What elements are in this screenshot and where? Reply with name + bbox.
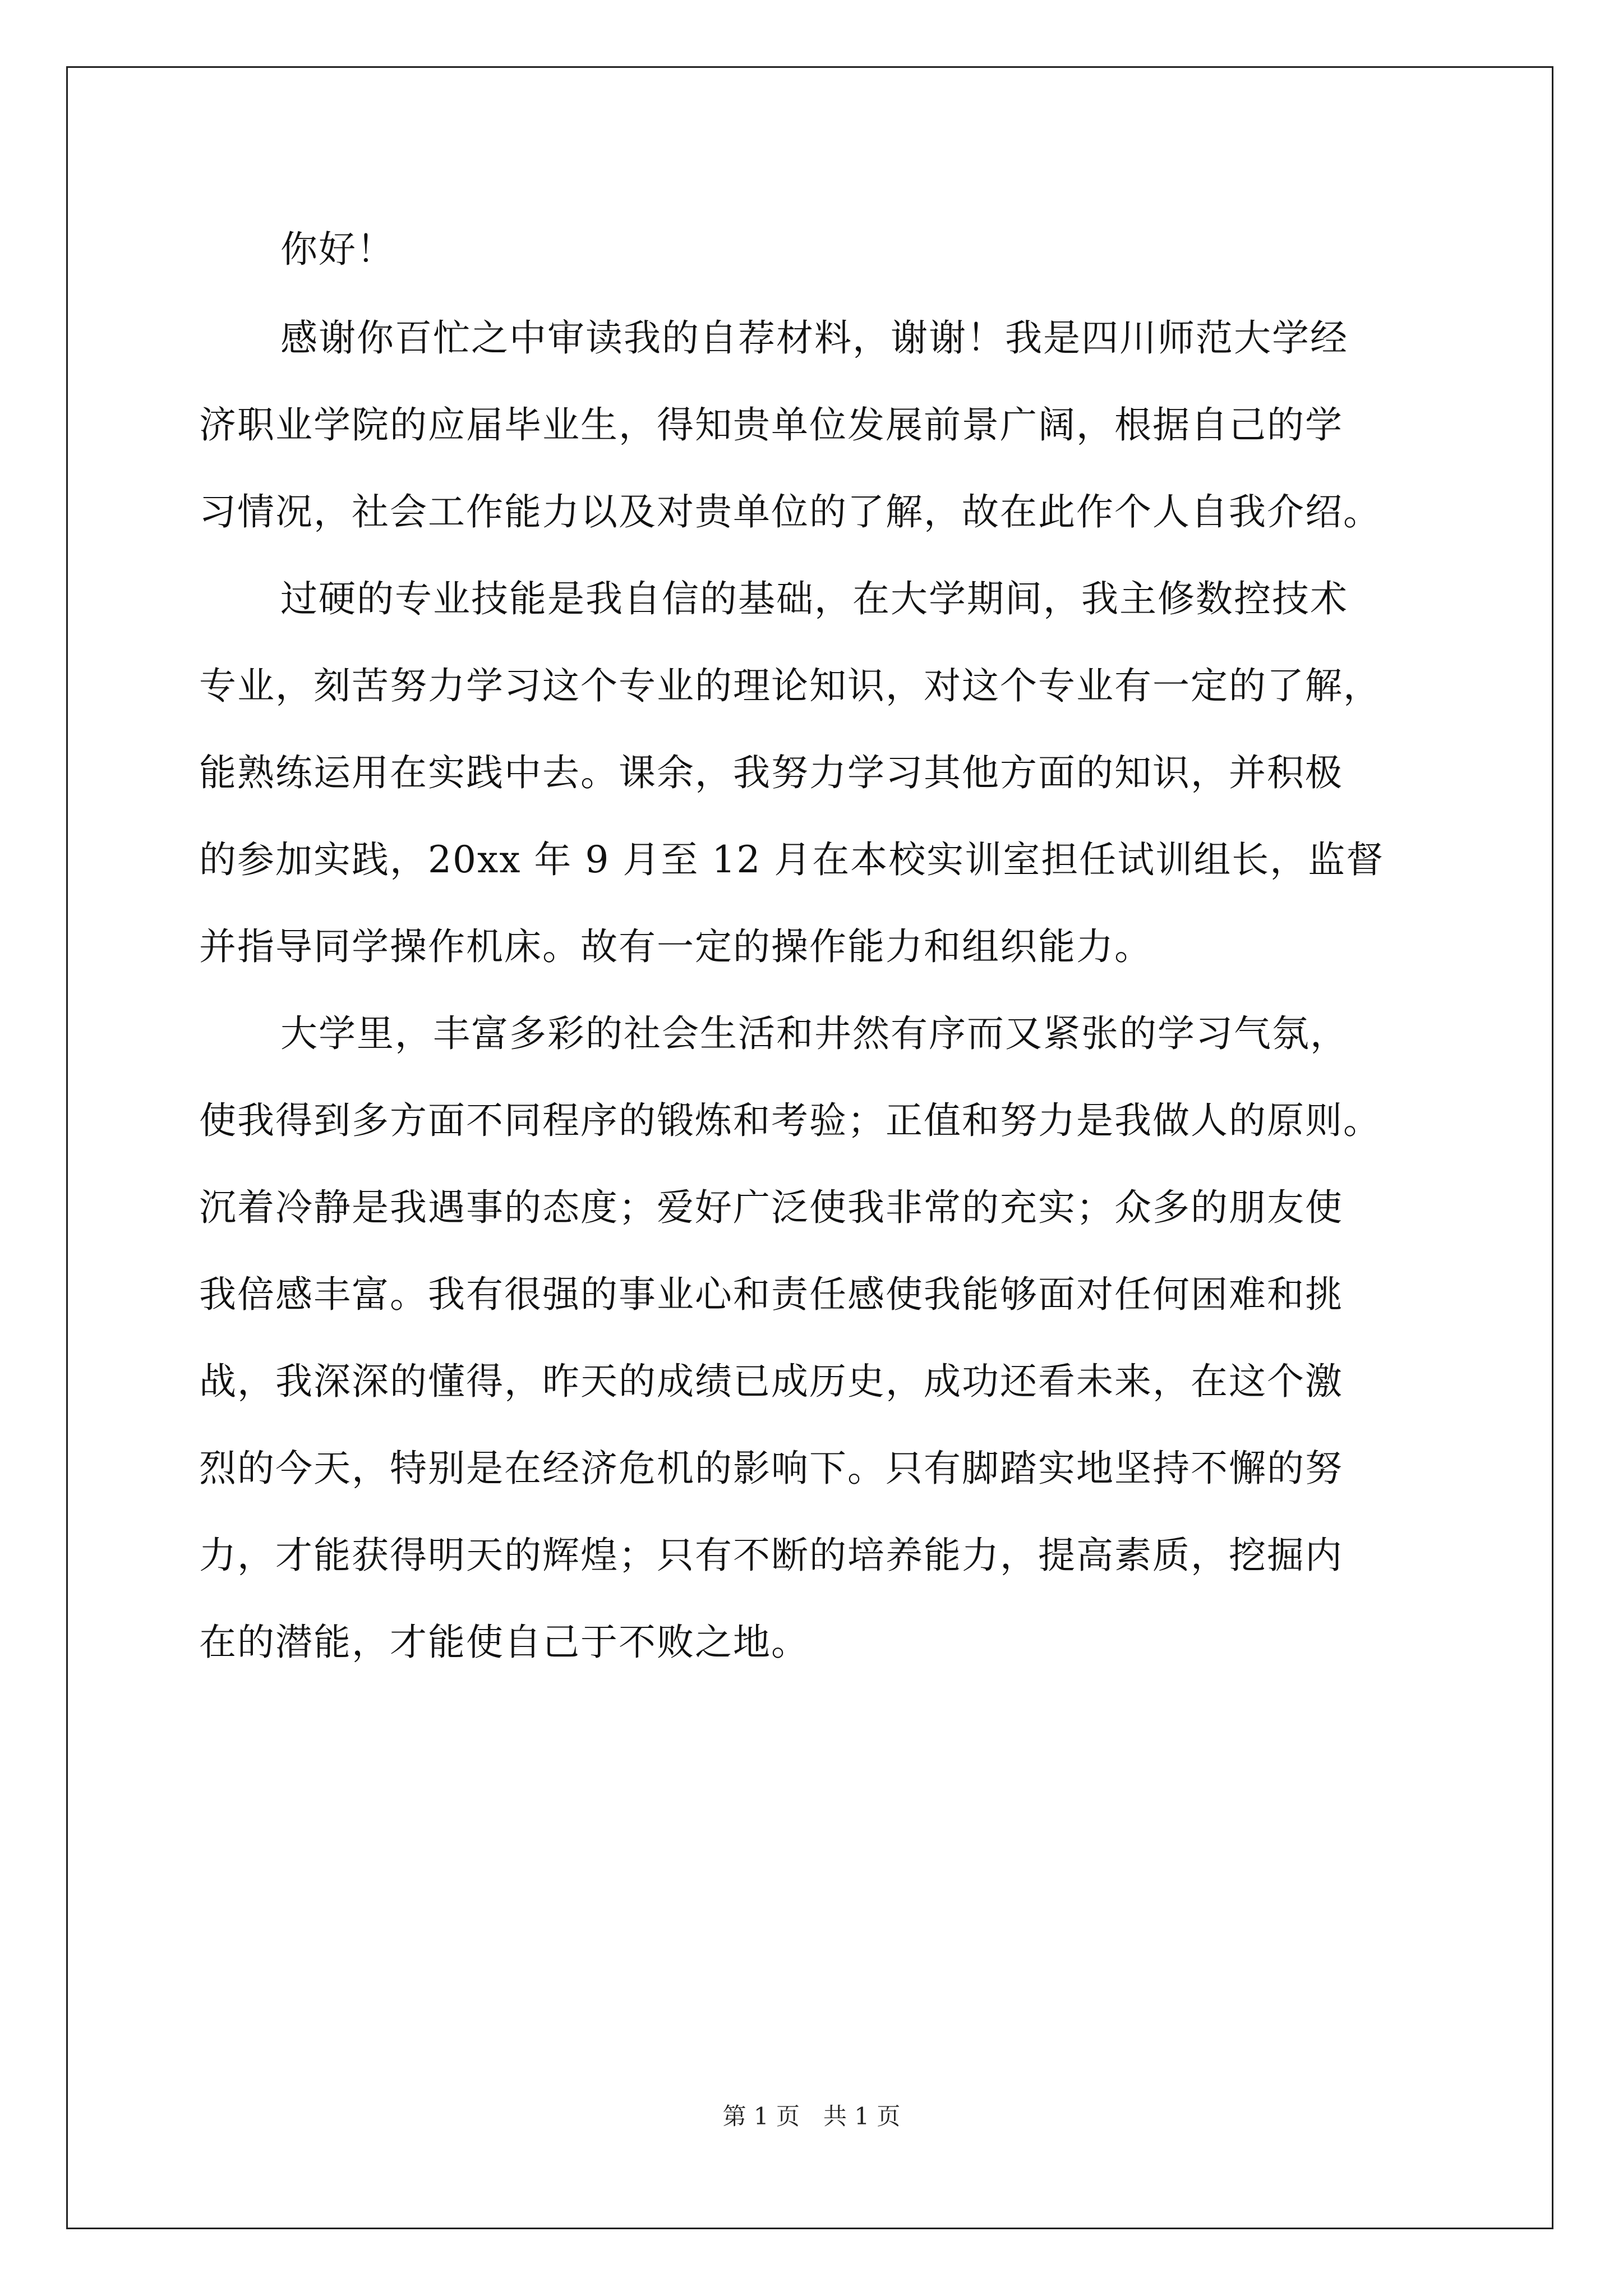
paragraph-2-line-2: 专业，刻苦努力学习这个专业的理论知识，对这个专业有一定的了解， bbox=[199, 664, 1381, 707]
paragraph-3-line-1: 大学里，丰富多彩的社会生活和井然有序而又紧张的学习气氛， bbox=[280, 1012, 1348, 1055]
paragraph-3-line-4: 我倍感丰富。我有很强的事业心和责任感使我能够面对任何困难和挑 bbox=[199, 1273, 1343, 1316]
paragraph-2-line-5: 并指导同学操作机床。故有一定的操作能力和组织能力。 bbox=[199, 925, 1152, 968]
paragraph-1-line-2: 济职业学院的应届毕业生，得知贵单位发展前景广阔，根据自己的学 bbox=[199, 403, 1343, 447]
paragraph-3-line-5: 战，我深深的懂得，昨天的成绩已成历史，成功还看未来，在这个激 bbox=[199, 1360, 1343, 1403]
paragraph-2-line-1: 过硬的专业技能是我自信的基础，在大学期间，我主修数控技术 bbox=[280, 577, 1348, 620]
paragraph-3-line-8: 在的潜能，才能使自己于不败之地。 bbox=[199, 1621, 809, 1664]
paragraph-3-line-3: 沉着冷静是我遇事的态度；爱好广泛使我非常的充实；众多的朋友使 bbox=[199, 1186, 1343, 1229]
paragraph-2-line-4: 的参加实践，20xx 年 9 月至 12 月在本校实训室担任试训组长，监督 bbox=[199, 838, 1385, 881]
page-border bbox=[66, 66, 1553, 2229]
page-number-footer: 第 1 页 共 1 页 bbox=[722, 2102, 901, 2130]
paragraph-3-line-2: 使我得到多方面不同程序的锻炼和考验；正值和努力是我做人的原则。 bbox=[199, 1099, 1381, 1142]
paragraph-1-line-3: 习情况，社会工作能力以及对贵单位的了解，故在此作个人自我介绍。 bbox=[199, 490, 1381, 533]
paragraph-3-line-6: 烈的今天，特别是在经济危机的影响下。只有脚踏实地坚持不懈的努 bbox=[199, 1447, 1343, 1490]
greeting-line: 你好！ bbox=[280, 228, 395, 271]
paragraph-3-line-7: 力，才能获得明天的辉煌；只有不断的培养能力，提高素质，挖掘内 bbox=[199, 1534, 1343, 1577]
paragraph-2-line-3: 能熟练运用在实践中去。课余，我努力学习其他方面的知识，并积极 bbox=[199, 751, 1343, 794]
paragraph-1-line-1: 感谢你百忙之中审读我的自荐材料，谢谢！我是四川师范大学经 bbox=[280, 316, 1348, 360]
